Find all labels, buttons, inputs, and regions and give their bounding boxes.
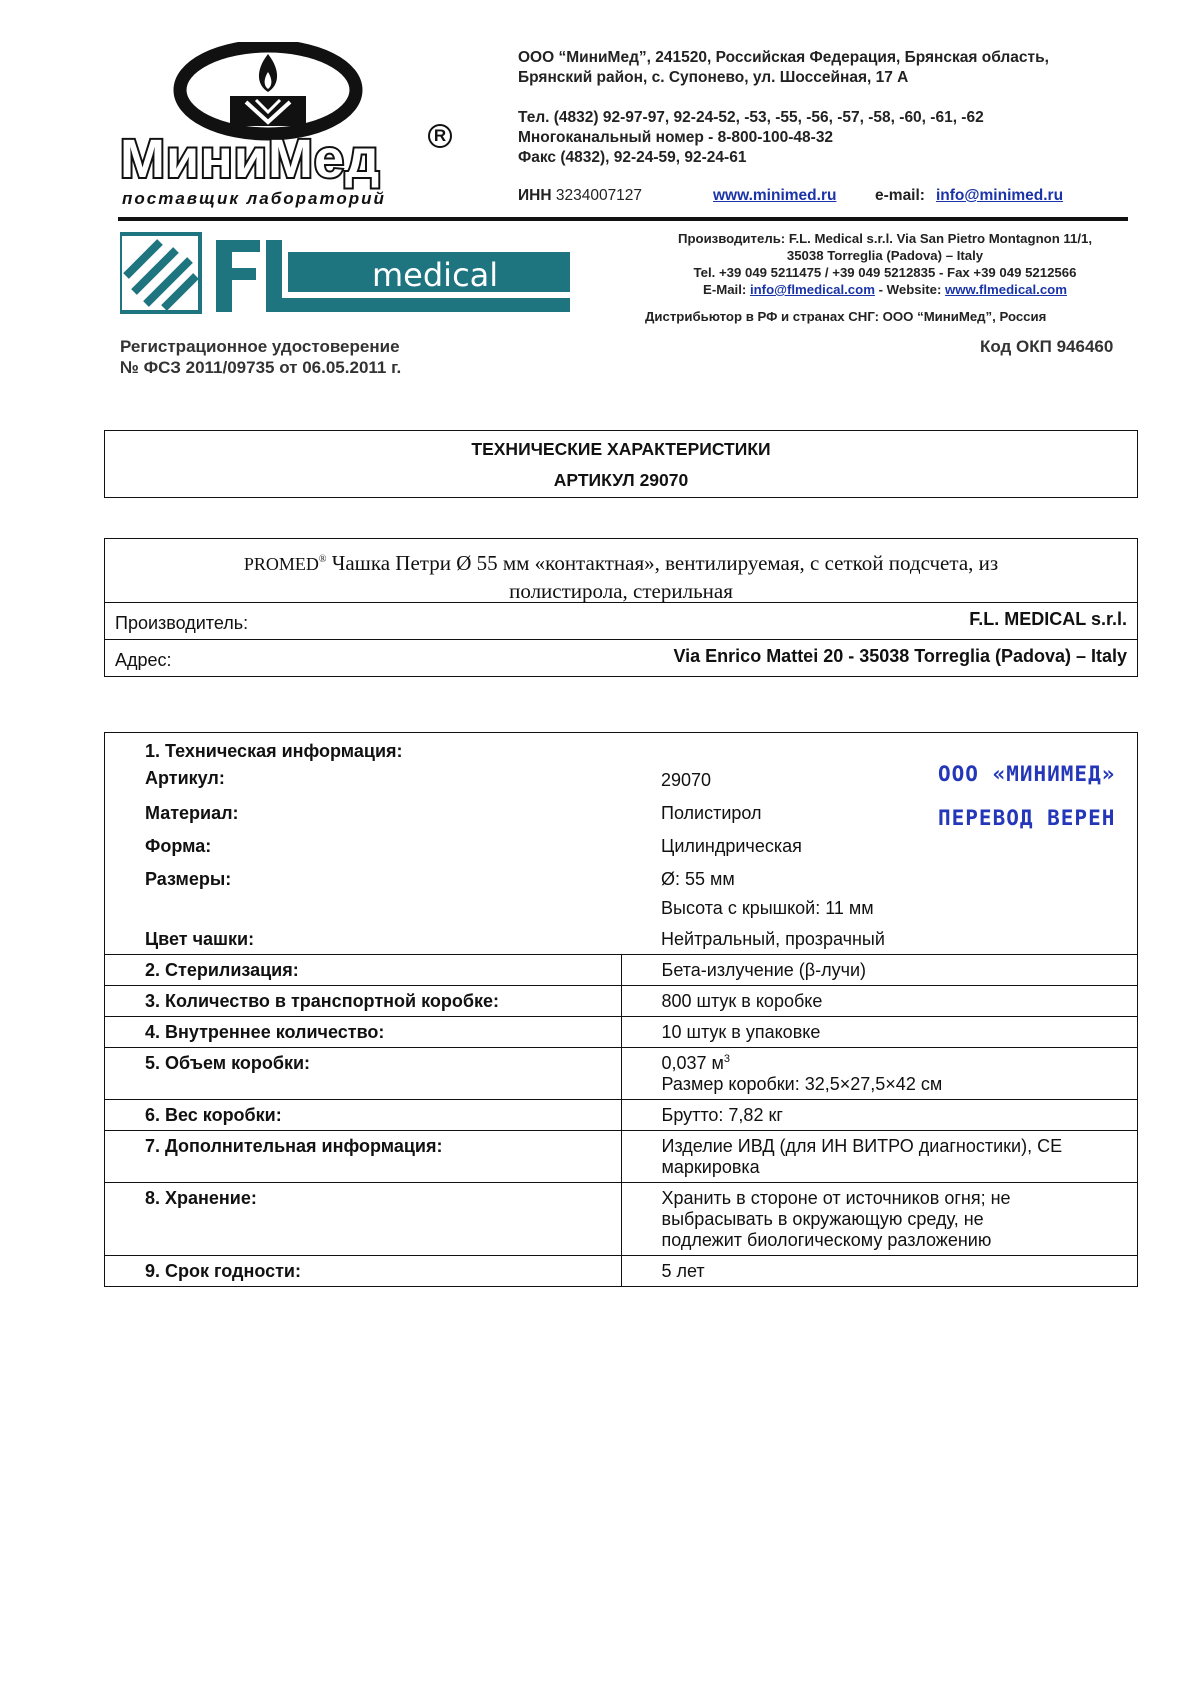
color-value: Нейтральный, прозрачный	[661, 929, 885, 949]
document-title-box	[104, 430, 1138, 498]
company-multichannel: Многоканальный номер - 8-800-100-48-32	[518, 129, 834, 146]
company-address-line2: Брянский район, с. Супонево, ул. Шоссейная, 17 А	[518, 69, 909, 86]
minimed-tagline: поставщик лабораторий	[122, 189, 386, 208]
size-value: Ø: 55 мм Высота с крышкой: 11 мм	[661, 869, 874, 918]
company-email-link[interactable]: info@minimed.ru	[936, 187, 1064, 204]
shape-value: Цилиндрическая	[661, 836, 802, 856]
distributor-line: Дистрибьютор в РФ и странах СНГ: ООО “МиниМед”, Россия	[645, 309, 1047, 324]
fl-website-link[interactable]: www.flmedical.com	[945, 282, 1067, 297]
product-info-box	[104, 538, 1138, 677]
spec-row-shelf-life: 9. Срок годности: 5 лет	[105, 1256, 1137, 1287]
fl-medical-logo	[120, 232, 570, 314]
document-article: АРТИКУЛ 29070	[553, 470, 689, 490]
spec-row-box-volume: 5. Объем коробки: 0,037 $м^3$ Размер коробки: 32,5×27,5×42 см	[105, 1048, 1137, 1100]
size-label: Размеры:	[145, 869, 232, 889]
translation-stamp-line1: ООО «МИНИМЕД»	[938, 762, 1116, 786]
spec-row-inner-qty: 4. Внутреннее количество: 10 штук в упаковке	[105, 1017, 1137, 1048]
spec-row-sterilization: 2. Стерилизация: Бета-излучение (β-лучи)	[105, 955, 1137, 986]
registration-line2: № ФСЗ 2011/09735 от 06.05.2011 г.	[120, 358, 402, 377]
manufacturer-line1: Производитель: F.L. Medical s.r.l. Via San Pietro Montagnon 11/1,	[677, 231, 1093, 246]
article-label: Артикул:	[145, 768, 225, 788]
manufacturer-phone: Tel. +39 049 5211475 / +39 049 5212835 - Fax +39 049 5212566	[693, 265, 1077, 280]
company-phone: Тел. (4832) 92-97-97, 92-24-52, -53, -55, -56, -57, -58, -60, -61, -62	[518, 109, 984, 126]
company-website-link[interactable]: www.minimed.ru	[713, 187, 837, 204]
material-label: Материал:	[145, 803, 239, 823]
manufacturer-label: Производитель:	[115, 613, 249, 633]
spec-row-box-weight: 6. Вес коробки: Брутто: 7,82 кг	[105, 1100, 1137, 1131]
manufacturer-line2: 35038 Torreglia (Padova) – Italy	[786, 248, 984, 263]
company-inn: ИНН 3234007127	[518, 187, 643, 204]
spec-row-transport-qty: 3. Количество в транспортной коробке: 800 штук в коробке	[105, 986, 1137, 1017]
spec-row-storage: 8. Хранение: Хранить в стороне от источников огня; не выбрасывать в окружающую среду, не подлежит биологическому разложению	[105, 1183, 1137, 1256]
address-value: Via Enrico Mattei 20 - 35038 Torreglia (Padova) – Italy	[673, 646, 1127, 666]
product-name: PROMED® Чашка Петри Ø 55 мм «контактная», вентилируемая, с сеткой подсчета, из полистирола, стерильная	[105, 539, 1137, 603]
minimed-logo-text: МиниМед	[120, 129, 381, 189]
manufacturer-contacts: E-Mail: info@flmedical.com - Website: www.flmedical.com	[703, 282, 1067, 297]
document-title: ТЕХНИЧЕСКИЕ ХАРАКТЕРИСТИКИ	[471, 439, 771, 459]
address-label: Адрес:	[115, 650, 172, 670]
company-address-line1: ООО “МиниМед”, 241520, Российская Федерация, Брянская область,	[518, 49, 1049, 66]
fl-logo-word: medical	[372, 256, 499, 294]
okp-code: Код ОКП 946460	[980, 337, 1114, 356]
company-fax: Факс (4832), 92-24-59, 92-24-61	[518, 149, 747, 166]
color-label: Цвет чашки:	[145, 929, 255, 949]
fl-email-link[interactable]: info@flmedical.com	[749, 282, 875, 297]
material-value: Полистирол	[661, 803, 762, 823]
section1-title: 1. Техническая информация:	[145, 741, 403, 761]
shape-label: Форма:	[145, 836, 212, 856]
translation-stamp-line2: ПЕРЕВОД ВЕРЕН	[938, 806, 1116, 830]
article-value: 29070	[661, 770, 712, 790]
manufacturer-value: F.L. MEDICAL s.r.l.	[969, 609, 1127, 629]
manufacturer-row	[105, 603, 1137, 639]
address-row	[105, 639, 1137, 676]
company-email-label: e-mail:	[875, 187, 925, 204]
registered-mark: R	[428, 124, 452, 148]
registration-line1: Регистрационное удостоверение	[120, 337, 400, 356]
header-divider	[118, 217, 1128, 221]
spec-row-additional-info: 7. Дополнительная информация: Изделие ИВД (для ИН ВИТРО диагностики), CE маркировка	[105, 1131, 1137, 1183]
